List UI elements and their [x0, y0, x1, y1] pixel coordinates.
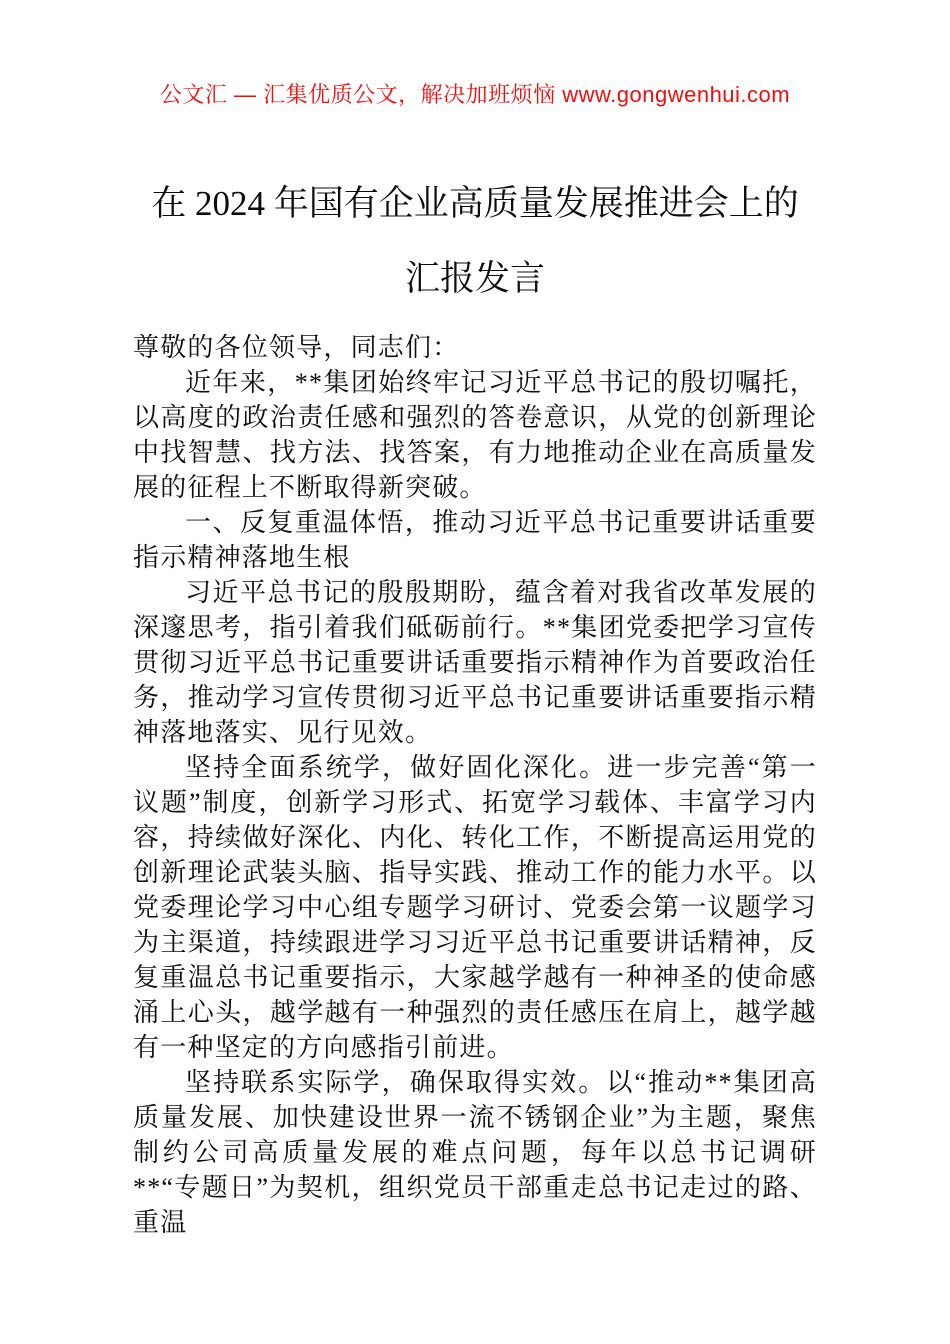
watermark-header: 公文汇 — 汇集优质公文，解决加班烦恼 www.gongwenhui.com: [159, 82, 791, 107]
paragraph-systematic-study: 坚持全面系统学，做好固化深化。进一步完善“第一议题”制度，创新学习形式、拓宽学习载体、丰富学习内容，持续做好深化、内化、转化工作，不断提高运用党的创新理论武装头脑、指导实践、推动工作的能力水平。以党委理论学习中心组专题学习研讨、党委会第一议题学习为主渠道，持续跟进学习习近平总书记重要讲话精神，反复重温总书记重要指示，大家越学越有一种神圣的使命感涌上心头，越学越有一种强烈的责任感压在肩上，越学越有一种坚定的方向感指引前进。: [133, 753, 817, 1062]
salutation: 尊敬的各位领导，同志们：: [133, 333, 460, 362]
section-heading-1: 一、反复重温体悟，推动习近平总书记重要讲话重要指示精神落地生根: [133, 508, 817, 572]
paragraph-section-lead: 习近平总书记的殷殷期盼，蕴含着对我省改革发展的深邃思考，指引着我们砥砺前行。**集团党委把学习宣传贯彻习近平总书记重要讲话重要指示精神作为首要政治任务，推动学习宣传贯彻习近平总书记重要讲话重要指示精神落地落实、见行见效。: [133, 578, 817, 747]
paragraph-intro: 近年来，**集团始终牢记习近平总书记的殷切嘱托，以高度的政治责任感和强烈的答卷意识，从党的创新理论中找智慧、找方法、找答案，有力地推动企业在高质量发展的征程上不断取得新突破。: [133, 368, 817, 502]
document-body: [133, 330, 817, 1240]
document-title: [95, 166, 855, 316]
paragraph-practical-study: 坚持联系实际学，确保取得实效。以“推动**集团高质量发展、加快建设世界一流不锈钢企业”为主题，聚焦制约公司高质量发展的难点问题，每年以总书记调研**“专题日”为契机，组织党员干部重走总书记走过的路、重温: [133, 1068, 817, 1237]
document-title-line-2: 汇报发言: [404, 259, 545, 298]
document-title-line-1: 在 2024 年国有企业高质量发展推进会上的: [151, 184, 799, 223]
